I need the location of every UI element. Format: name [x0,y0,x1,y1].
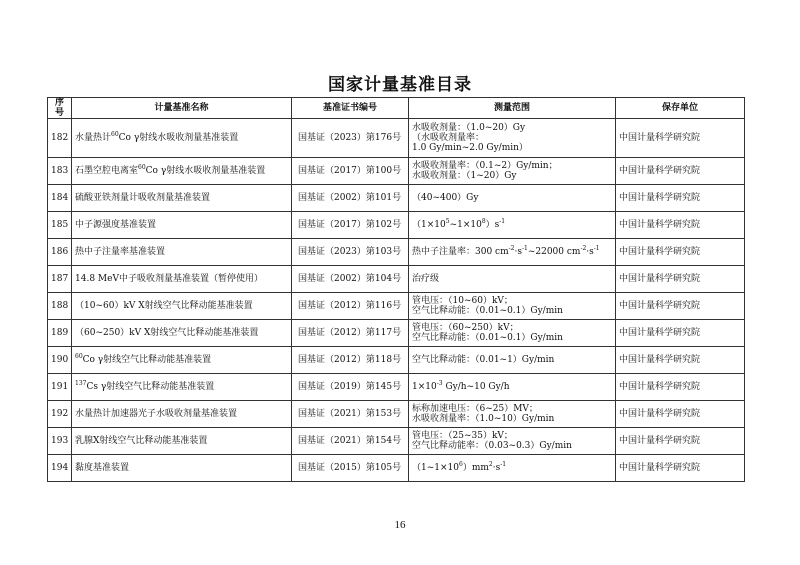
measurement-range: 水吸收剂量：（1.0~20）Gy （水吸收剂量率： 1.0 Gy/min~2.0 Gy/min） [409,119,616,158]
row-number: 186 [48,239,72,266]
table-row [48,428,745,455]
standard-name: $^{60}$Co γ射线空气比释动能基准装置 [72,347,292,374]
custodian: 中国计量科学研究院 [616,185,745,212]
standard-name: （60~250）kV X射线空气比释动能基准装置 [72,320,292,347]
standard-name: 硫酸亚铁剂量计吸收剂量基准装置 [72,185,292,212]
table-row [48,158,745,185]
custodian: 中国计量科学研究院 [616,401,745,428]
certificate-number: 国基证（2002）第101号 [292,185,409,212]
measurement-range: 治疗级 [409,266,616,293]
certificate-number: 国基证（2017）第100号 [292,158,409,185]
table-row [48,185,745,212]
header-cert: 基准证书编号 [292,98,409,119]
header-name: 计量基准名称 [72,98,292,119]
custodian: 中国计量科学研究院 [616,428,745,455]
custodian: 中国计量科学研究院 [616,347,745,374]
certificate-number: 国基证（2021）第154号 [292,428,409,455]
table-row [48,455,745,482]
table-row [48,239,745,266]
certificate-number: 国基证（2012）第118号 [292,347,409,374]
header-range: 测量范围 [409,98,616,119]
table-row [48,401,745,428]
custodian: 中国计量科学研究院 [616,266,745,293]
certificate-number: 国基证（2023）第103号 [292,239,409,266]
measurement-range: $1\times 10^{-3}$ Gy/h~10 Gy/h [409,374,616,401]
row-number: 184 [48,185,72,212]
standard-name: 水量热计$^{60}$Co γ射线水吸收剂量基准装置 [72,119,292,158]
standard-name: 14.8 MeV中子吸收剂量基准装置（暂停使用） [72,266,292,293]
certificate-number: 国基证（2019）第145号 [292,374,409,401]
row-number: 188 [48,293,72,320]
standards-table [47,97,745,482]
row-number: 193 [48,428,72,455]
table-row [48,293,745,320]
row-number: 189 [48,320,72,347]
measurement-range: $(1\times 10^5\sim 1\times 10^8)s^{-1}$ [409,212,616,239]
header-unit: 保存单位 [616,98,745,119]
measurement-range: 空气比释动能：（0.01~1）Gy/min [409,347,616,374]
custodian: 中国计量科学研究院 [616,293,745,320]
standard-name: 中子源强度基准装置 [72,212,292,239]
custodian: 中国计量科学研究院 [616,239,745,266]
measurement-range: 管电压：（60~250）kV； 空气比释动能：（0.01~0.1）Gy/min [409,320,616,347]
custodian: 中国计量科学研究院 [616,158,745,185]
standard-name: $^{137}$Cs γ射线空气比释动能基准装置 [72,374,292,401]
custodian: 中国计量科学研究院 [616,119,745,158]
certificate-number: 国基证（2021）第153号 [292,401,409,428]
certificate-number: 国基证（2012）第117号 [292,320,409,347]
certificate-number: 国基证（2023）第176号 [292,119,409,158]
row-number: 194 [48,455,72,482]
standard-name: 热中子注量率基准装置 [72,239,292,266]
row-number: 185 [48,212,72,239]
certificate-number: 国基证（2015）第105号 [292,455,409,482]
table-row [48,266,745,293]
table-header-row [48,98,745,119]
standard-name: 乳腺X射线空气比释动能基准装置 [72,428,292,455]
measurement-range: 水吸收剂量率：（0.1~2）Gy/min； 水吸收剂量：（1~20）Gy [409,158,616,185]
row-number: 182 [48,119,72,158]
standard-name: 石墨空腔电离室$^{60}$Co γ射线水吸收剂量基准装置 [72,158,292,185]
certificate-number: 国基证（2012）第116号 [292,293,409,320]
standard-name: （10~60）kV X射线空气比释动能基准装置 [72,293,292,320]
row-number: 183 [48,158,72,185]
header-no: 序号 [48,98,72,119]
measurement-range: 热中子注量率：300 $cm^{-2}\cdot s^{-1}\sim 22000$ $cm^{-2}\cdot s^{-1}$ [409,239,616,266]
table-row [48,320,745,347]
row-number: 192 [48,401,72,428]
standard-name: 水量热计加速器光子水吸收剂量基准装置 [72,401,292,428]
custodian: 中国计量科学研究院 [616,212,745,239]
measurement-range: $(1\sim 1\times 10^6)mm^2\cdot s^{-1}$ [409,455,616,482]
table-row [48,347,745,374]
row-number: 187 [48,266,72,293]
table-row [48,374,745,401]
certificate-number: 国基证（2017）第102号 [292,212,409,239]
measurement-range: （40~400）Gy [409,185,616,212]
measurement-range: 管电压：（10~60）kV； 空气比释动能：（0.01~0.1）Gy/min [409,293,616,320]
page-number: 16 [394,519,406,531]
custodian: 中国计量科学研究院 [616,374,745,401]
custodian: 中国计量科学研究院 [616,455,745,482]
standard-name: 黏度基准装置 [72,455,292,482]
certificate-number: 国基证（2002）第104号 [292,266,409,293]
page-title: 国家计量基准目录 [328,75,472,95]
row-number: 191 [48,374,72,401]
custodian: 中国计量科学研究院 [616,320,745,347]
measurement-range: 标称加速电压：（6~25）MV； 水吸收剂量率：（1.0~10）Gy/min [409,401,616,428]
table-row [48,119,745,158]
row-number: 190 [48,347,72,374]
measurement-range: 管电压：（25~35）kV； 空气比释动能率：（0.03~0.3）Gy/min [409,428,616,455]
table-row [48,212,745,239]
